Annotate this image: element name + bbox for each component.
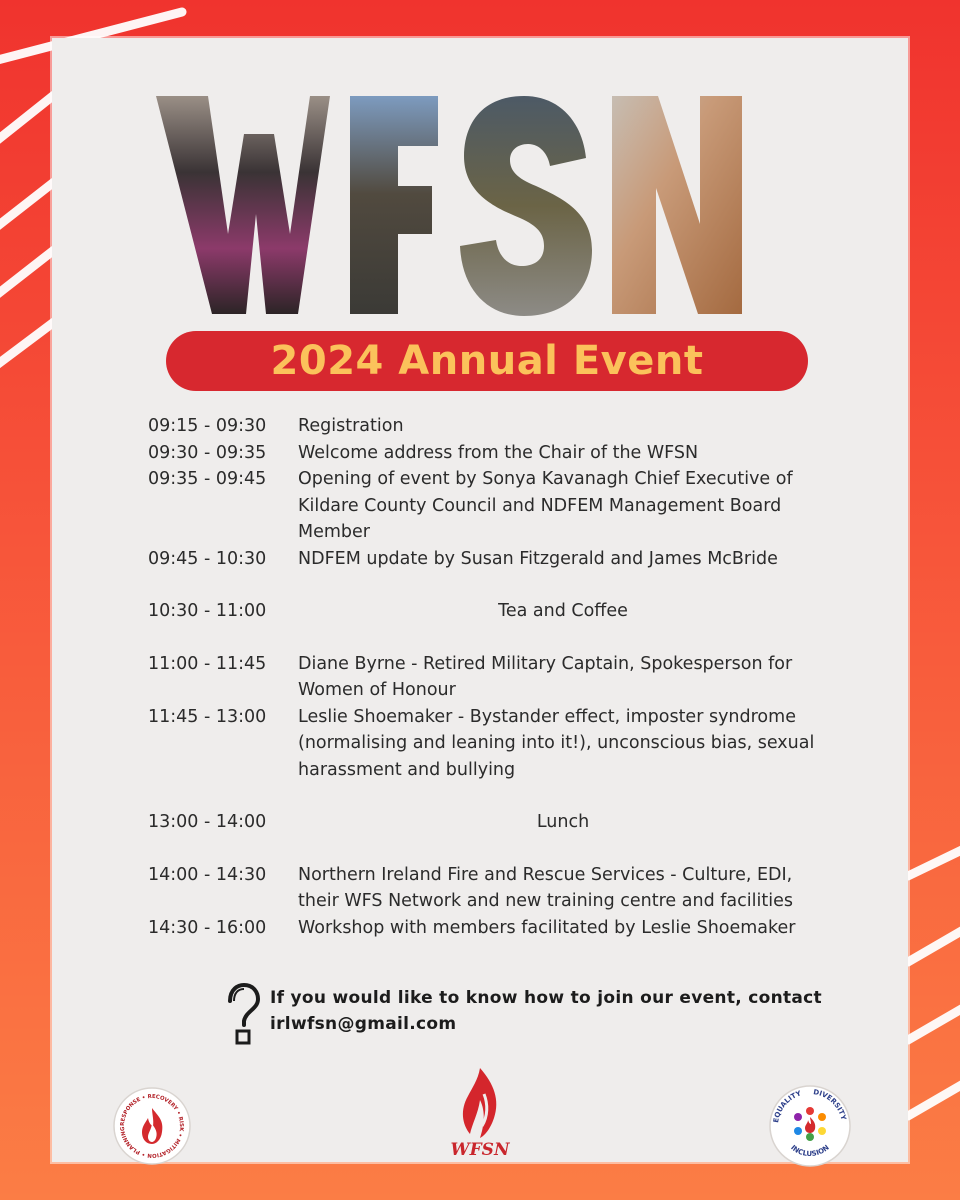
schedule-time: 13:00 - 14:00: [148, 812, 267, 832]
schedule-desc: Tea and Coffee: [498, 601, 628, 621]
edi-diversity: DIVERSITY: [812, 1088, 848, 1121]
letter-f: [350, 96, 438, 314]
schedule-desc: NDFEM update by Susan Fitzgerald and James McBride: [298, 548, 778, 569]
contact-text: [270, 985, 822, 1037]
schedule-row: [148, 413, 828, 440]
schedule-desc: Leslie Shoemaker - Bystander effect, imposter syndrome (normalising and leaning into it!), unconscious bias, sexual harassment and bullying: [298, 706, 815, 780]
schedule-desc: Welcome address from the Chair of the WFSN: [298, 442, 699, 463]
event-title: 2024 Annual Event: [270, 338, 704, 384]
wfsn-logo-text: WFSN: [450, 1140, 510, 1160]
fire-service-cycle-logo: [112, 1086, 192, 1166]
schedule-row: [148, 466, 828, 546]
schedule-desc: Opening of event by Sonya Kavanagh Chief Executive of Kildare County Council and NDFEM Management Board Member: [298, 469, 793, 542]
contact-email[interactable]: irlwfsn@gmail.com: [270, 1014, 457, 1034]
schedule-time: 09:35 - 09:45: [148, 469, 267, 489]
flame-icon: [450, 1064, 510, 1144]
schedule-time: 14:00 - 14:30: [148, 864, 267, 885]
schedule-row: [148, 915, 828, 942]
schedule-desc: Lunch: [536, 812, 590, 832]
wfsn-logo: [450, 1064, 510, 1168]
event-poster: [52, 38, 908, 1162]
letter-s: [460, 96, 592, 316]
schedule-row: [148, 704, 828, 784]
schedule-time: 09:45 - 10:30: [148, 548, 267, 569]
schedule-desc: Workshop with members facilitated by Leslie Shoemaker: [298, 917, 796, 938]
question-mark-icon: [222, 983, 262, 1045]
schedule-row: [148, 546, 828, 573]
edi-logo: [768, 1084, 852, 1168]
schedule-time: 10:30 - 11:00: [148, 601, 267, 621]
hero-wfsn-photo-letters: [152, 94, 792, 318]
schedule-row-break: [148, 809, 828, 836]
schedule-time: 11:45 - 13:00: [148, 706, 267, 727]
schedule-time: 09:30 - 09:35: [148, 442, 267, 463]
event-title-banner: [166, 331, 808, 391]
schedule-row: [148, 651, 828, 704]
edi-inclusion: INCLUSION: [789, 1143, 831, 1159]
schedule-time: 14:30 - 16:00: [148, 917, 267, 938]
letter-n: [612, 96, 742, 314]
edi-equality: EQUALITY: [772, 1089, 803, 1124]
schedule-row-break: [148, 598, 828, 625]
schedule-row: [148, 440, 828, 467]
schedule-list: [148, 413, 828, 941]
schedule-row: [148, 862, 828, 915]
ring-text: RESPONSE • RECOVERY • RISK • MITIGATION • PLANNING: [119, 1093, 185, 1159]
letter-w: [156, 96, 330, 314]
schedule-desc: Northern Ireland Fire and Rescue Services - Culture, EDI, their WFS Network and new training centre and facilities: [298, 864, 793, 911]
schedule-desc: Diane Byrne - Retired Military Captain, Spokesperson for Women of Honour: [298, 653, 793, 700]
contact-info: [222, 983, 842, 1043]
schedule-desc: Registration: [298, 416, 404, 436]
schedule-time: 11:00 - 11:45: [148, 653, 267, 674]
contact-line: If you would like to know how to join our event, contact: [270, 988, 822, 1008]
schedule-time: 09:15 - 09:30: [148, 416, 267, 436]
